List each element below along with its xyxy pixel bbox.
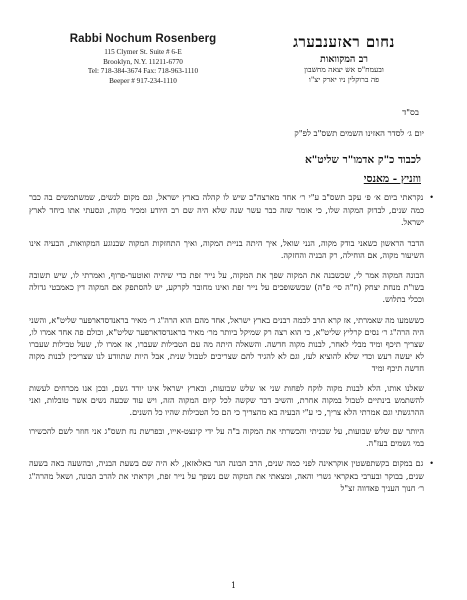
paragraph-1: • נקראתי ביום א׳ פ׳ עקב תשס"ב ע"י ר׳ אחד מארצה"ב שיש לו קהלה בארץ ישראל, וגם מקום לנשים, שמשתמשים בה כבר כמה שנים, לבדוק המקוה שלו, כי אומר שזה כבר עשר שנה שלא היה שם רב היודע ומכיר מקוה, ונסעתי אתו ביחד לארץ ישראל. <box>29 191 424 229</box>
tel-fax-line: Tel: 718-384-3674 Fax: 718-963-1110 <box>87 67 199 76</box>
beeper-line: Beeper # 917-234-1110 <box>109 76 177 85</box>
letterhead-english <box>68 33 218 86</box>
paragraph-6: היותר שם שלש שבועות, על שבניתי והכשרתי את המקוה ב"ה על ידי קינצט-אייו, ובפרשת נח תשס"ג אני חוזר לשם להכשירו במי גשמים בעז"ה. <box>29 426 424 449</box>
paragraph-3: הבונה המקוה אמר לי, שכשבנה את המקוה שפך את המקוה, על נייר זפת כדי שיהיה ואוטער-פרוף, ואמרתי לו, שיש תשובה בשו"ת מנחת יצחק (ח"ה סי׳ פ"ה) שכששופכים על נייר זפת ואינו מחובר לקרקע, יש להסתפק אם המקוה דין כאמבטי גדולה וככלי בתלוש. <box>29 270 424 305</box>
bsd-mark: בס"ד <box>402 108 419 118</box>
address-line: 115 Clymer St. Suite # 6-E <box>104 48 182 56</box>
rabbi-name-he: נחום ראזענבערג <box>293 33 395 51</box>
city-line-he: פה ברוקלין ניו יארק יצ"ו <box>308 74 380 84</box>
rabbi-name-en: Rabbi Nochum Rosenberg <box>69 33 217 45</box>
addressee-line-2: ווזניץ - מאנסי <box>363 173 421 185</box>
city-line: Brooklyn, N.Y. 11211-6770 <box>103 57 183 66</box>
paragraph-2: הדבר הראשון כשאני בודק מקוה, הנני שואל, איך היתה בניית המקוה, ואיך התחזקות המקוה שבנוגע המקוואות, הבעיה אינו השיעור מקוה, אם הוחילה, רק הבניה והחזקה. <box>29 237 424 260</box>
letter-body <box>29 191 424 502</box>
date-line: יום ג׳ לסדר האזינו השמים תשס"ב לפ"ק <box>294 128 424 138</box>
author-line-he: ובעמח"ס אש יצאה מחשבון <box>304 65 384 74</box>
paragraph-5: שאלנו אותו, הלא לבנות מקוה לוקח לפחות שני או שלש שבועות, ובארץ ישראל אינו יורד גשם, ובכן אנו מכרחים לעשות להשתמש בינתיים לטבול במקוה אחרת, והשיב דבר שקשה לכל קיום המקוה הזה, ויש עוד שבעה נשים אשר טובלות, ואני ההרגשתי וגם אמרתי הלא צריך, כי ע"י הבעיה בא מהצריך כי הם כל הטבילות שהיו כל השנים. <box>29 382 424 418</box>
letterhead-hebrew <box>269 33 419 84</box>
addressee <box>305 151 421 189</box>
rabbi-title-he: רב המקוואות <box>320 54 368 65</box>
paragraph-7: • גם במקום בקשתפשטין אוקראינה לפני כמה שנים, הרב הבונה הגר באלאזאן, לא היה שם בשעת הבניה, ובהשעה באה בשעה שנים, בבוקר ובערבי באקראי גשרי והאה, ומצאתי את המקוה שם נשפך על נייר זפת, וקראתי את להרב הבונה, ושאל מהרה"ג ר׳ חנוך העניך פאדווה זצ"ל <box>29 457 424 495</box>
paragraph-4: כששמעו מה שאמרתי, אז קרא הרב לכמה רבנים בארץ ישראל, אחד מהם הוא הרה"ג ר׳ מאיר בראנדסדארפער שליט"א, והשני היה הרה"ג ר׳ נסים קרליץ שליט"א, כי הוא רצה רק שמיקל ביותר מר׳ מאיר בראנדסדארפער שליט"א, וכולם פה אחד אמרו לו, שצריך תיכף ומיד מבלי לאחר, לבנות מקוה חדשה. והשאלה היתה מה עם הטבילות שעברו, אז אמרו לו, שעל טבילות שעברו לא יעשה רעש וכדי שלא להוציא לעז, וגם לא להגיד להם שצריכים לטבול שנית, אבל היות שתוודע לנו שצריכין לבנות מקוה חדשה תיכף ומיד <box>29 314 424 374</box>
addressee-line-1: לכבוד כ"ק אדמו"ר שליט"א <box>304 154 421 166</box>
page-number: 1 <box>230 581 237 590</box>
